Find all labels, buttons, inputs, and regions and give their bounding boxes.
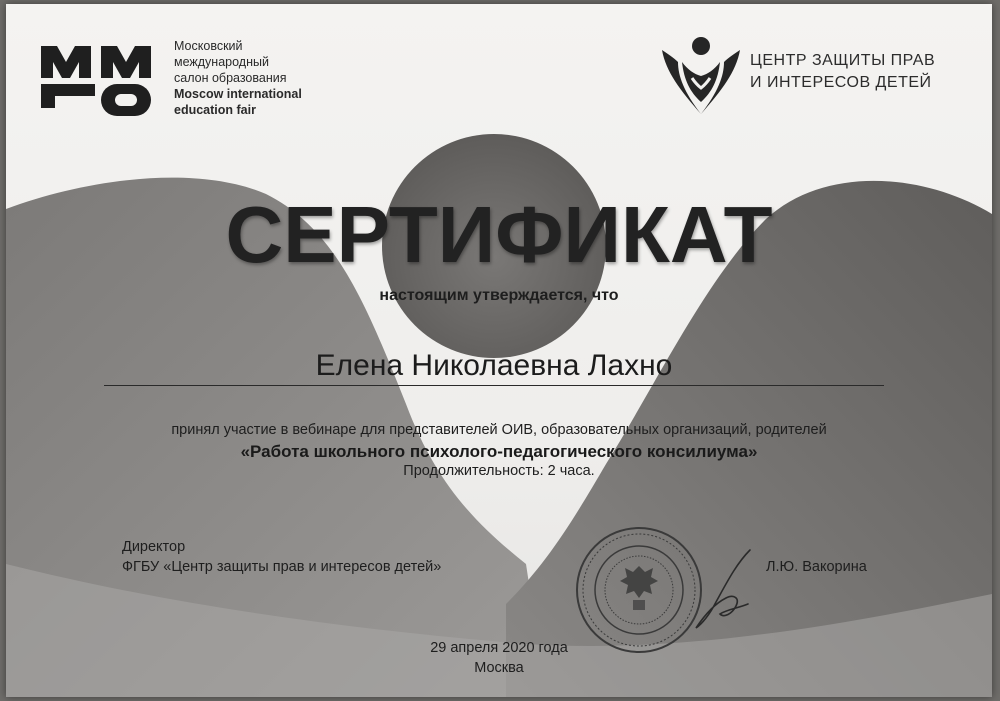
mmco-logo-icon	[39, 40, 164, 120]
certificate-subtitle: настоящим утверждается, что	[379, 287, 619, 304]
recipient-name: Елена Николаевна Лахно	[315, 349, 673, 382]
czp-logo-icon	[658, 32, 744, 118]
footer-block	[6, 638, 992, 678]
webinar-title: «Работа школьного психолого-педагогического консилиума»	[240, 442, 758, 461]
name-underline	[104, 385, 884, 386]
certificate-title: СЕРТИФИКАТ	[225, 190, 773, 279]
director-block	[122, 537, 542, 577]
certificate-sheet	[6, 4, 992, 697]
issue-city: Москва	[474, 660, 524, 676]
issue-date: 29 апреля 2020 года	[430, 640, 568, 656]
duration-text: Продолжительность: 2 часа.	[403, 463, 595, 479]
czp-line-2: И ИНТЕРЕСОВ ДЕТЕЙ	[750, 74, 932, 91]
mmco-line-ru-1: Московский	[174, 39, 243, 53]
mmco-line-ru-3: салон образования	[174, 71, 287, 85]
mmco-line-en-2: education fair	[174, 103, 256, 117]
czp-logo-text	[750, 50, 990, 94]
director-organization: ФГБУ «Центр защиты прав и интересов детей»	[122, 559, 442, 575]
director-title: Директор	[122, 539, 186, 555]
participation-text: принял участие в вебинаре для представителей ОИВ, образовательных организаций, родителей	[171, 422, 827, 438]
mmco-line-ru-2: международный	[174, 55, 269, 69]
czp-line-1: ЦЕНТР ЗАЩИТЫ ПРАВ	[750, 52, 936, 69]
signature-icon	[686, 544, 766, 634]
mmco-logo-text	[174, 38, 374, 118]
mmco-line-en-1: Moscow international	[174, 87, 302, 101]
signer-name: Л.Ю. Вакорина	[766, 559, 867, 575]
